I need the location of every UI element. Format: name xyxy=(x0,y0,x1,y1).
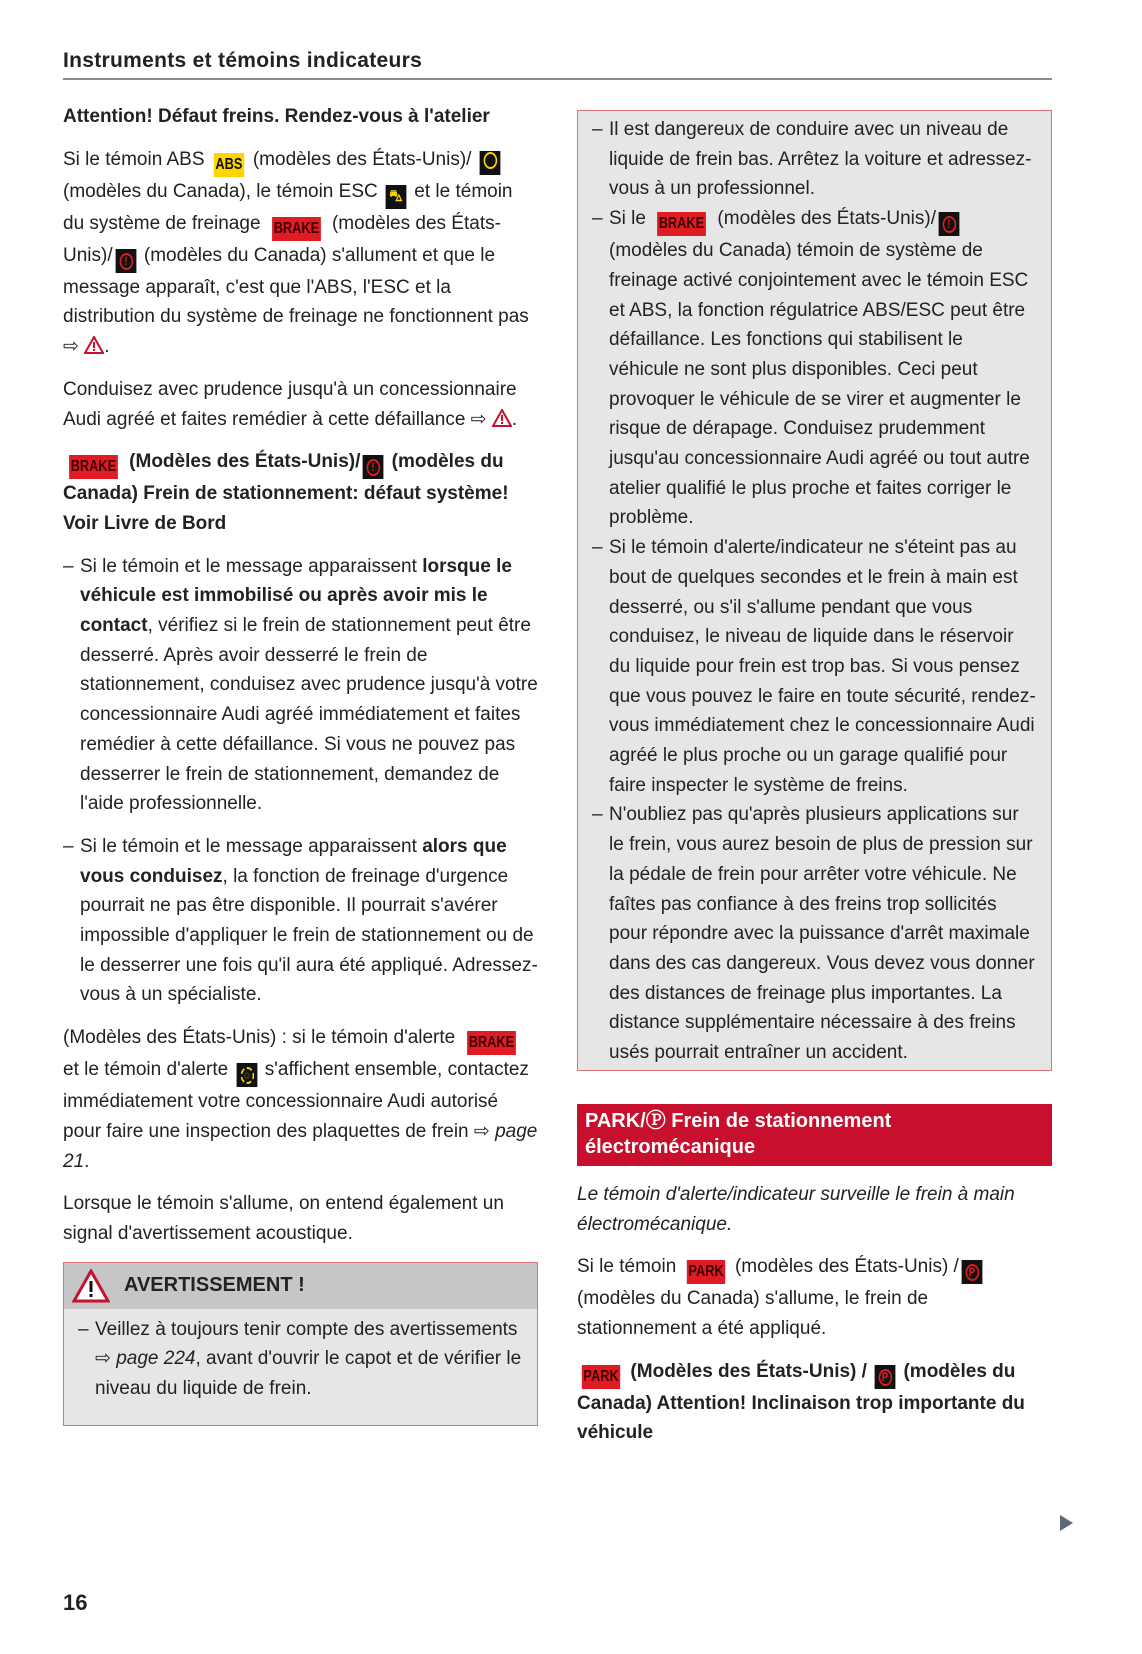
text-run: Si le témoin xyxy=(577,1256,682,1278)
bullet-dash: – xyxy=(592,804,603,826)
park-icon: PARK xyxy=(582,1365,621,1389)
warning-header xyxy=(64,1263,537,1309)
paragraph xyxy=(63,1023,538,1176)
brake-icon: BRAKE xyxy=(69,455,118,479)
warn-icon xyxy=(84,336,104,357)
paragraph xyxy=(577,1180,1052,1239)
bullet-dash: – xyxy=(592,537,603,559)
text-run: et le témoin d'alerte xyxy=(63,1059,234,1081)
text-run: (modèles du Canada) s'allument et que le message apparaît, c'est que l'ABS, l'ESC et la distribution du système de freinage ne fonctionnent pas ⇨ xyxy=(63,244,529,358)
brake-ca-icon: ! xyxy=(115,249,136,273)
warn-icon xyxy=(492,409,512,430)
text-run: (modèles du Canada), le témoin ESC xyxy=(63,180,383,202)
next-page-arrow-icon[interactable] xyxy=(1060,1515,1073,1531)
text-run: , la fonction de freinage d'urgence pourrait ne pas être disponible. Il pourrait s'avérer impossible d'appliquer le frein de stationnement ou de le desserrer une fois qu'il aura été appliqué. Adressez-vous à un spécialiste. xyxy=(80,865,538,1006)
header-divider xyxy=(63,78,1052,80)
list-item xyxy=(63,832,538,1010)
bold-text: alors que vous conduisez xyxy=(80,835,507,887)
text-run: Attention! Défaut freins. Rendez-vous à l'atelier xyxy=(63,106,490,127)
text-run: (modèles des États-Unis)/ xyxy=(63,212,501,266)
bullet-dash: – xyxy=(592,119,603,140)
text-run: (modèles des États-Unis)/ xyxy=(247,148,477,170)
bullet-dash: – xyxy=(592,208,603,230)
text-run: Le témoin d'alerte/indicateur surveille le frein à main électromécanique. xyxy=(577,1183,1015,1235)
pad-icon: ◌ xyxy=(236,1063,257,1087)
section-heading xyxy=(577,1104,1052,1166)
brake-ca-icon: ! xyxy=(939,212,960,236)
list-item xyxy=(592,115,1037,204)
text-run: (modèles du Canada) Frein de stationnement: défaut système! Voir Livre de Bord xyxy=(63,451,509,534)
text-run: , vérifiez si le frein de stationnement peut être desserré. Après avoir desserré le frein de stationnement, conduisez avec prudence jusqu'à votre concessionnaire Audi agréé immédiatement et faites remédier à cette défaillance. Si vous ne pouvez pas desserrer le frein de stationnement, demandez de l'aide professionnelle. xyxy=(80,615,538,815)
text-run: et le témoin du système de freinage xyxy=(63,180,513,234)
warning-title: AVERTISSEMENT ! xyxy=(124,1273,305,1296)
text-run: s'affichent ensemble, contactez immédiatement votre concessionnaire Audi autorisé pour faire une inspection des plaquettes de frein ⇨ xyxy=(63,1059,529,1142)
list-item xyxy=(78,1315,523,1404)
right-column xyxy=(577,110,1052,1461)
text-run: Veillez à toujours tenir compte des avertissements ⇨ xyxy=(95,1318,518,1370)
warning-triangle-icon xyxy=(72,1269,110,1303)
brake-icon: BRAKE xyxy=(657,212,706,236)
text-run: . xyxy=(84,1150,90,1172)
subheading xyxy=(63,447,538,538)
text-run: Si le témoin et le message apparaissent xyxy=(80,555,423,577)
text-run: PARK/Ⓟ Frein de stationnement électromécanique xyxy=(585,1109,892,1158)
caution-box xyxy=(577,110,1052,1071)
warning-box xyxy=(63,1262,538,1426)
text-run: Lorsque le témoin s'allume, on entend également un signal d'avertissement acoustique. xyxy=(63,1193,504,1244)
text-run: (modèles du Canada) s'allume, le frein de stationnement a été appliqué. xyxy=(577,1288,929,1339)
list-item xyxy=(592,204,1037,533)
subheading xyxy=(63,102,538,132)
park-icon: PARK xyxy=(686,1260,725,1284)
text-run: , avant d'ouvrir le capot et de vérifier le niveau du liquide de frein. xyxy=(95,1348,522,1400)
park-ca-icon: P xyxy=(961,1260,982,1284)
text-run: (Modèles des États-Unis) / xyxy=(625,1360,873,1382)
text-run: . xyxy=(511,408,518,430)
bullet-dash: – xyxy=(78,1318,89,1340)
park-ca-icon: P xyxy=(875,1365,896,1389)
section-header: Instruments et témoins indicateurs xyxy=(63,49,423,72)
text-run: (modèles des États-Unis) / xyxy=(729,1256,959,1278)
page-reference: page 224 xyxy=(116,1348,196,1370)
abs-ca-icon xyxy=(479,151,500,175)
page-number: 16 xyxy=(63,1590,88,1615)
paragraph xyxy=(63,145,538,362)
esc-icon: ⛍ xyxy=(386,185,407,209)
text-run: (Modèles des États-Unis)/ xyxy=(123,451,361,473)
text-run: (modèles des États-Unis)/ xyxy=(712,208,936,230)
brake-icon: BRAKE xyxy=(272,217,321,241)
bullet-dash: – xyxy=(63,555,74,577)
text-run: Si le témoin d'alerte/indicateur ne s'éteint pas au bout de quelques secondes et le frein à main est desserré, ou s'il s'allume pendant que vous conduisez, le niveau de liquide dans le réservoir du liquide pour frein est trop bas. Si vous pensez que vous pouvez le faire en toute sécurité, rendez-vous immédiatement chez le concessionnaire Audi agréé le plus proche ou un garage qualifié pour faire inspecter le système de freins. xyxy=(609,537,1036,796)
left-column xyxy=(63,102,538,1426)
text-run: Il est dangereux de conduire avec un niveau de liquide de frein bas. Arrêtez la voiture et adressez-vous à un professionnel. xyxy=(609,119,1032,200)
list-item xyxy=(592,533,1037,800)
bold-text: lorsque le véhicule est immobilisé ou après avoir mis le contact xyxy=(80,555,512,637)
paragraph xyxy=(577,1252,1052,1343)
text-run: N'oubliez pas qu'après plusieurs applications sur le frein, vous aurez besoin de plus de pression sur la pédale de frein pour arrêter votre véhicule. Ne faîtes pas confiance à des freins trop sollicités pour répondre avec la puissance d'arrêt maximale dans des cas dangereux. Vous devez vous donner des distances de freinage plus importantes. La distance supplémentaire nécessaire à des freins usés pourrait entraîner un accident. xyxy=(609,804,1035,1064)
paragraph xyxy=(63,1189,538,1248)
text-run: (modèles du Canada) Attention! Inclinaison trop importante du véhicule xyxy=(577,1360,1025,1444)
subheading xyxy=(577,1357,1052,1448)
list-item xyxy=(63,552,538,819)
abs-icon: ABS xyxy=(214,153,244,177)
text-run: (Modèles des États-Unis) : si le témoin d'alerte xyxy=(63,1027,461,1049)
text-run: Si le xyxy=(609,208,652,230)
brake-ca-icon: ! xyxy=(363,455,384,479)
text-run: Si le témoin et le message apparaissent xyxy=(80,835,423,857)
brake-icon: BRAKE xyxy=(467,1031,516,1055)
page-reference: page 21 xyxy=(63,1120,538,1172)
text-run: (modèles du Canada) témoin de système de freinage activé conjointement avec le témoin ESC et ABS, la fonction régulatrice ABS/ESC peut être défaillance. Les fonctions qui stabilisent le véhicule ne sont plus disponibles. Ceci peut provoquer le véhicule de se virer et augmenter le risque de dérapage. Conduisez prudemment jusqu'au concessionnaire Audi agréé ou tout autre atelier qualifié le plus proche et faites corriger le problème. xyxy=(609,240,1030,529)
text-run: Conduisez avec prudence jusqu'à un concessionnaire Audi agréé et faites remédier à cette défaillance ⇨ xyxy=(63,378,517,430)
text-run: . xyxy=(104,336,110,358)
warning-body xyxy=(64,1309,537,1425)
paragraph xyxy=(63,375,538,434)
bullet-dash: – xyxy=(63,835,74,857)
text-run: Si le témoin ABS xyxy=(63,148,210,170)
list-item xyxy=(592,800,1037,1067)
